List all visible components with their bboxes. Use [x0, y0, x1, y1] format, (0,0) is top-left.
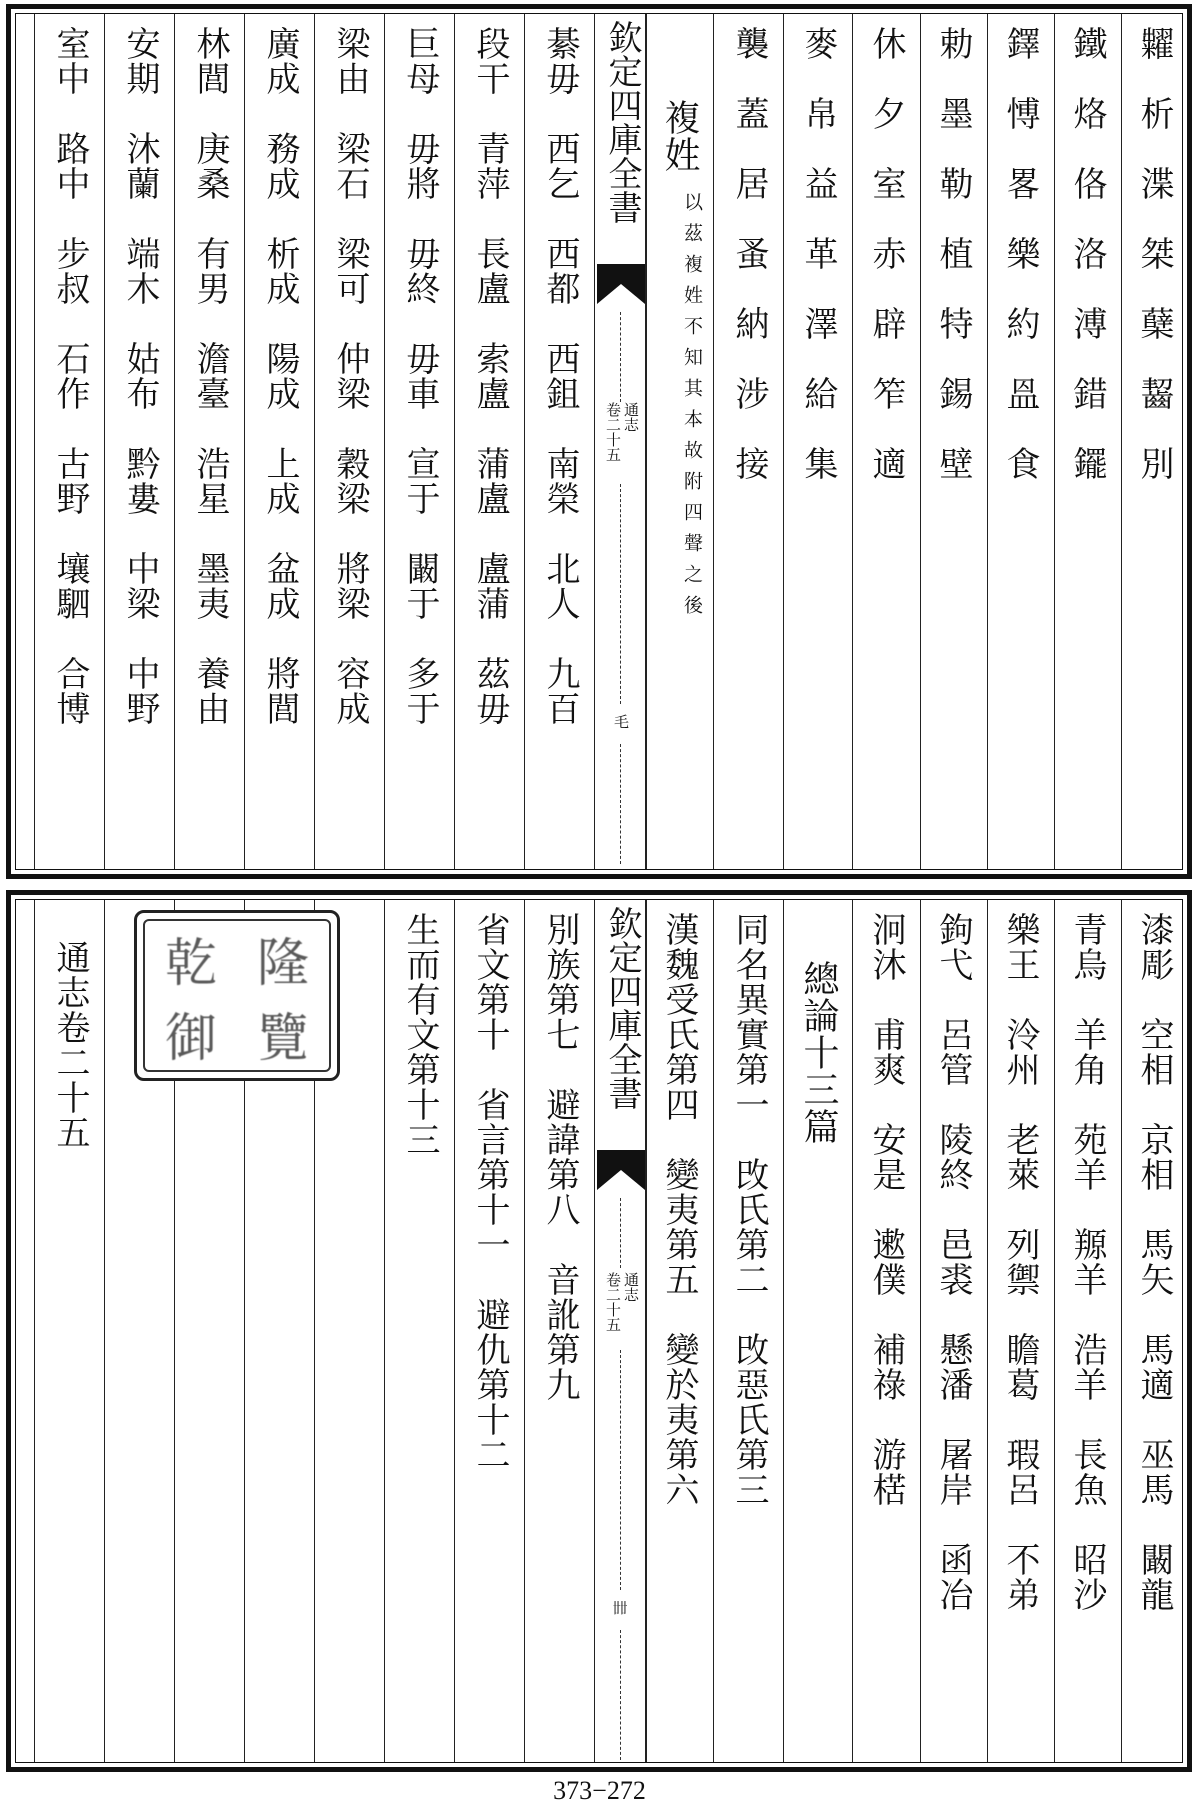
top-left-col-2-text: 段干 青萍 長盧 索盧 蒲盧 盧蒲 茲毋 — [470, 26, 510, 726]
top-col-3 — [987, 14, 1054, 869]
bottom-col-3-text: 樂王 泠州 老萊 列禦 瞻葛 瑕呂 不弟 — [1000, 912, 1040, 1612]
section-heading: 複姓 — [659, 99, 700, 173]
bottom-banxin-dash-3 — [620, 1630, 621, 1760]
top-left-col-4-text: 梁由 梁石 梁可 仲梁 穀梁 將梁 容成 — [330, 26, 370, 726]
bottom-col-5-text: 泂沐 甫爽 安是 遬僕 補祿 游楛 — [866, 912, 906, 1507]
bottom-topic-col-4 — [454, 900, 524, 1762]
top-left-col-8 — [34, 14, 104, 869]
top-banxin-title: 欽定四庫全書 — [602, 20, 642, 224]
bottom-topic-col-4-text: 省文第十 省言第十一 避仇第十二 — [470, 912, 510, 1472]
bottom-topic-col-1-text: 同名異實第一 攺氏第二 攺惡氏第三 — [729, 912, 769, 1507]
bottom-heading-col — [783, 900, 852, 1762]
top-left-col-3 — [384, 14, 454, 869]
top-page-frame — [15, 13, 1183, 870]
top-col-7 — [713, 14, 783, 869]
bottom-topic-col-1 — [713, 900, 783, 1762]
bottom-banxin-leaf: 𠦜 — [611, 1600, 629, 1615]
bottom-heading: 總論十三篇 — [798, 960, 839, 1145]
top-banxin-volume: 卷二十五 — [604, 402, 622, 462]
seal-inner-frame — [143, 919, 331, 1072]
top-banxin-dash-3 — [620, 744, 621, 864]
bottom-col-1-text: 漆彫 空相 京相 馬矢 馬適 巫馬 闞龍 — [1134, 912, 1174, 1612]
seal-char-2: 隆 — [256, 934, 309, 994]
bottom-col-3 — [987, 900, 1054, 1762]
top-left-col-1 — [524, 14, 594, 869]
bottom-topic-col-5 — [384, 900, 454, 1762]
bottom-col-2-text: 青烏 羊角 苑羊 羱羊 浩羊 長魚 昭沙 — [1067, 912, 1107, 1612]
bottom-col-2 — [1054, 900, 1121, 1762]
top-col-2 — [1054, 14, 1121, 869]
bottom-topic-col-3 — [524, 900, 594, 1762]
bottom-topic-col-3-text: 別族第七 避諱第八 音訛第九 — [540, 912, 580, 1402]
bottom-banxin — [594, 900, 646, 1762]
top-left-col-1-text: 綦毋 西乞 西都 西鉏 南榮 北人 九百 — [540, 26, 580, 726]
top-left-col-6-text: 林閭 庚桑 有男 澹臺 浩星 墨夷 養由 — [190, 26, 230, 726]
bottom-banxin-dash-2 — [620, 1350, 621, 1590]
top-left-col-3-text: 巨母 毋將 毋終 毋車 宣于 闞于 多于 — [400, 26, 440, 726]
bottom-page-frame — [15, 899, 1183, 1763]
fish-tail-icon — [597, 264, 645, 304]
top-left-col-7-text: 安期 沐蘭 端木 姑布 黔婁 中梁 中野 — [120, 26, 160, 726]
bottom-end-title-col — [34, 900, 104, 1762]
top-left-col-5-text: 廣成 務成 析成 陽成 上成 盆成 將閭 — [260, 26, 300, 726]
bottom-topic-col-2 — [646, 900, 713, 1762]
top-col-4-text: 勅 墨 勒 植 特 錫 壁 — [933, 26, 973, 481]
bottom-topic-col-2-text: 漢魏受氏第四 變夷第五 變於夷第六 — [659, 912, 699, 1507]
top-col-2-text: 鐵 烙 佫 洛 溥 錯 䥯 — [1067, 26, 1107, 481]
imperial-seal — [134, 910, 340, 1081]
bottom-banxin-book: 通志 — [622, 1272, 640, 1302]
top-page — [6, 4, 1192, 879]
bottom-col-4-text: 鉤弋 呂管 陵終 邑裘 懸潘 屠岸 函冶 — [933, 912, 973, 1612]
top-heading-col — [646, 14, 713, 869]
top-left-col-2 — [454, 14, 524, 869]
top-col-6 — [783, 14, 852, 869]
seal-char-1: 乾 — [164, 934, 217, 994]
top-col-5 — [852, 14, 920, 869]
top-left-col-6 — [174, 14, 244, 869]
bottom-col-4 — [920, 900, 987, 1762]
page-number: 373−272 — [553, 1776, 646, 1805]
top-col-6-text: 麥 帛 益 革 澤 給 集 — [798, 26, 838, 481]
bottom-page — [6, 890, 1192, 1772]
top-banxin-book: 通志 — [622, 402, 640, 432]
seal-char-3: 御 — [164, 1009, 217, 1069]
top-banxin-dash-2 — [620, 484, 621, 704]
top-col-1 — [1121, 14, 1188, 869]
seal-char-4: 覽 — [256, 1009, 309, 1069]
bottom-topic-col-5-text: 生而有文第十三 — [400, 912, 440, 1157]
fish-tail-icon — [597, 1150, 645, 1190]
top-banxin-leaf: 毛 — [612, 714, 630, 729]
bottom-banxin-title: 欽定四庫全書 — [602, 906, 642, 1110]
top-col-7-text: 襲 蓋 居 蚤 納 涉 接 — [729, 26, 769, 481]
top-col-4 — [920, 14, 987, 869]
top-col-3-text: 鐸 愽 畧 樂 約 𥁕 食 — [1000, 26, 1040, 481]
section-note: 以茲複姓不知其本故附四聲之後 — [681, 192, 703, 626]
bottom-col-5 — [852, 900, 920, 1762]
end-title: 通志卷二十五 — [50, 940, 90, 1150]
bottom-banxin-dash-1 — [620, 1198, 621, 1268]
bottom-banxin-volume: 卷二十五 — [604, 1272, 622, 1332]
top-left-col-4 — [314, 14, 384, 869]
top-col-5-text: 休 夕 室 赤 辟 笮 適 — [866, 26, 906, 481]
top-banxin-dash-1 — [620, 312, 621, 402]
top-col-1-text: 糶 析 渫 桀 蘖 齧 別 — [1134, 26, 1174, 481]
top-left-col-8-text: 室中 路中 步叔 石作 古野 壤駟 合博 — [50, 26, 90, 726]
top-left-col-5 — [244, 14, 314, 869]
top-left-col-7 — [104, 14, 174, 869]
bottom-col-1 — [1121, 900, 1188, 1762]
top-banxin — [594, 14, 646, 869]
